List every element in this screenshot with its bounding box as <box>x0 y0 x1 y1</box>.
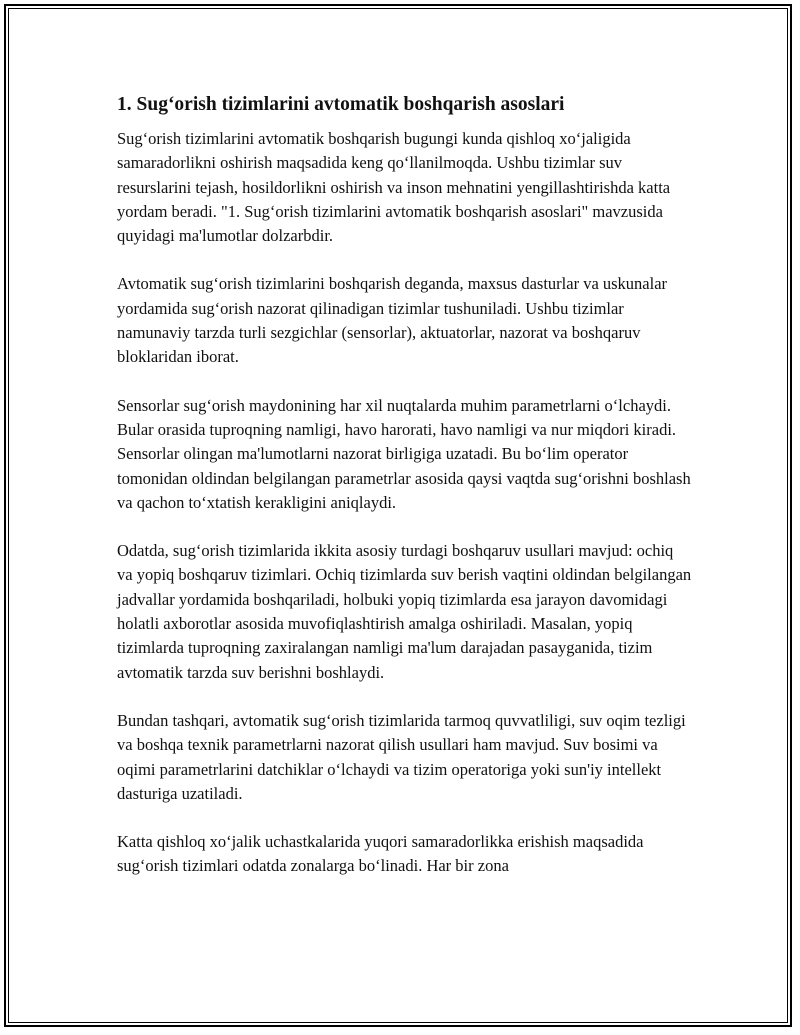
document-body <box>117 91 692 903</box>
paragraph-control-types: Odatda, sug‘orish tizimlarida ikkita asosiy turdagi boshqaruv usullari mavjud: ochiq va yopiq boshqaruv tizimlari. Ochiq tizimlarda suv berish vaqtini oldindan belgilangan jadvallar yordamida boshqariladi, holbuki yopiq tizimlarda esa jarayon davomidagi holatli axborotlar asosida muvofiqlashtirish amalga oshiriladi. Masalan, yopiq tizimlarda tuproqning zaxiralangan namligi ma'lum darajadan pasayganida, tizim avtomatik tarzda suv berishni boshlaydi. <box>117 541 692 682</box>
paragraph-intro: Sug‘orish tizimlarini avtomatik boshqarish bugungi kunda qishloq xo‘jaligida samaradorlikni oshirish maqsadida keng qo‘llanilmoqda. Ushbu tizimlar suv resurslarini tejash, hosildorlikni oshirish va inson mehnatini yengillashtirishda katta yordam beradi. "1. Sug‘orish tizimlarini avtomatik boshqarish asoslari" mavzusida quyidagi ma'lumotlar dolzarbdir. <box>117 129 671 246</box>
paragraph-zones: Katta qishloq xo‘jalik uchastkalarida yuqori samaradorlikka erishish maqsadida sug‘orish tizimlari odatda zonalarga bo‘linadi. Har bir zona <box>117 832 644 876</box>
paragraph-definition: Avtomatik sug‘orish tizimlarini boshqarish deganda, maxsus dasturlar va uskunalar yordamida sug‘orish nazorat qilinadigan tizimlar tushuniladi. Ushbu tizimlar namunaviy tarzda turli sezgichlar (sensorlar), aktuatorlar, nazorat va boshqaruv bloklaridan iborat. <box>117 274 668 367</box>
paragraph-sensors: Sensorlar sug‘orish maydonining har xil nuqtalarda muhim parametrlarni o‘lchaydi. Bular orasida tuproqning namligi, havo harorati, havo namligi va nur miqdori kiradi. Sensorlar olingan ma'lumotlarni nazorat birligiga uzatadi. Bu bo‘lim operator tomonidan oldindan belgilangan parametrlar asosida qaysi vaqtda sug‘orishni boshlash va qachon to‘xtatish kerakligini aniqlaydi. <box>117 395 691 512</box>
section-heading: 1. Sug‘orish tizimlarini avtomatik boshqarish asoslari <box>117 94 565 115</box>
paragraph-parameters: Bundan tashqari, avtomatik sug‘orish tizimlarida tarmoq quvvatliligi, suv oqim tezligi va boshqa texnik parametrlarni nazorat qilish usullari ham mavjud. Suv bosimi va oqimi parametrlarini datchiklar o‘lchaydi va tizim operatoriga yoki sun'iy intellekt dasturiga uzatiladi. <box>117 710 686 803</box>
